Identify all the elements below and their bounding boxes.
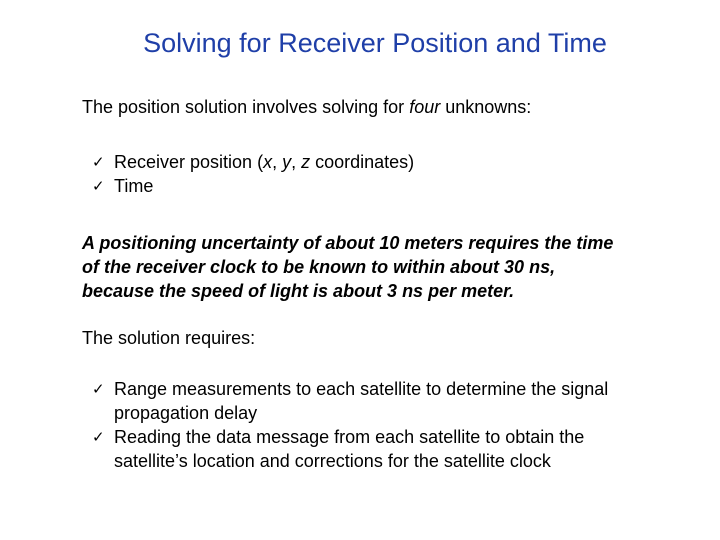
requirement-line: Reading the data message from each satellite to obtain the [114, 427, 585, 447]
checkmark-icon: ✓ [92, 177, 105, 195]
unknown-suffix: coordinates) [310, 152, 415, 172]
checkmark-icon: ✓ [92, 153, 105, 171]
coordinate-separator: , [272, 152, 283, 172]
list-item [92, 377, 608, 425]
coordinate-y: y [282, 152, 292, 172]
requirement-line: propagation delay [114, 403, 258, 423]
emphasis-paragraph [82, 231, 613, 303]
coordinate-x: x [263, 152, 273, 172]
requirement-line: satellite’s location and corrections for the satellite clock [114, 451, 551, 471]
list-item [92, 174, 414, 198]
checkmark-icon: ✓ [92, 380, 105, 398]
list-item [92, 150, 414, 174]
checkmark-icon: ✓ [92, 428, 105, 446]
intro-text-after: unknowns: [440, 97, 532, 117]
emphasis-line: because the speed of light is about 3 ns per meter. [82, 281, 515, 301]
unknowns-list [92, 150, 414, 198]
emphasis-line: A positioning uncertainty of about 10 meters requires the time [82, 233, 614, 253]
intro-text-before: The position solution involves solving for [82, 97, 410, 117]
unknown-prefix: Receiver position ( [114, 152, 264, 172]
requirements-heading: The solution requires: [82, 328, 256, 348]
slide-title: Solving for Receiver Position and Time [143, 28, 607, 58]
list-item [92, 425, 608, 473]
intro-emphasis: four [409, 97, 441, 117]
coordinate-z: z [301, 152, 311, 172]
coordinate-separator: , [291, 152, 302, 172]
requirements-list [92, 377, 608, 473]
emphasis-line: of the receiver clock to be known to within about 30 ns, [82, 257, 556, 277]
intro-paragraph [82, 96, 531, 118]
requirement-line: Range measurements to each satellite to determine the signal [114, 379, 609, 399]
unknown-time: Time [114, 176, 154, 196]
